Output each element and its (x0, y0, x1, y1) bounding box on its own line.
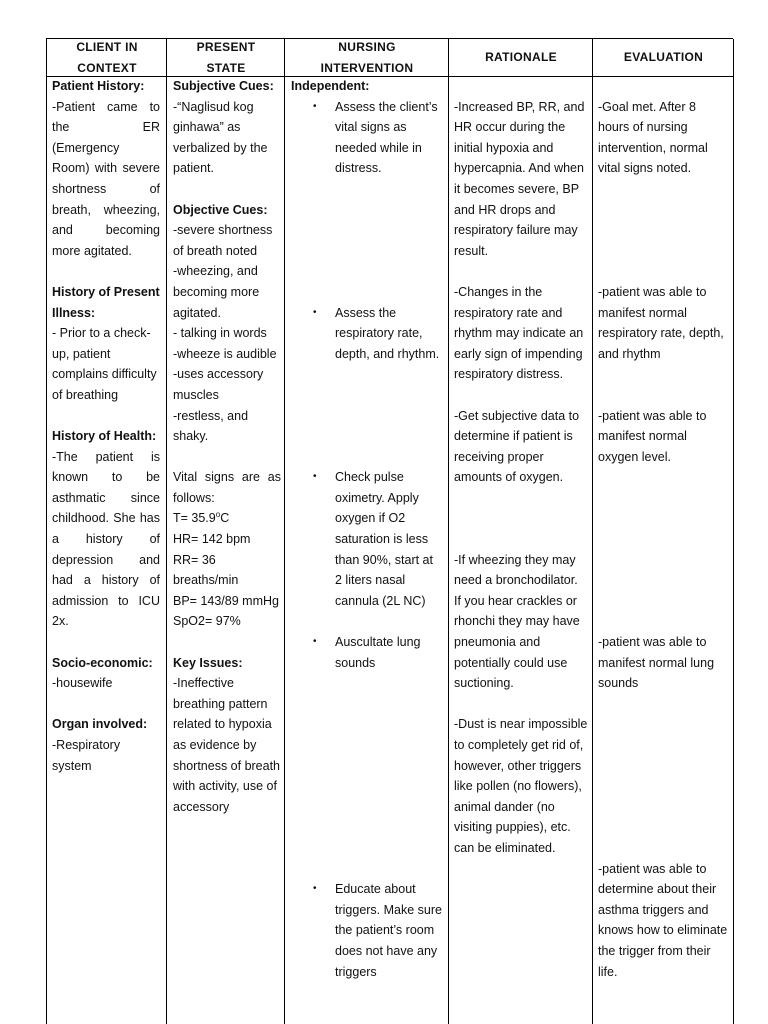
objective-cue: - talking in words (173, 326, 267, 341)
objective-cue: -restless, and shaky. (173, 408, 249, 444)
bullet-icon: • (313, 100, 317, 112)
intervention-item: • Educate about triggers. Make sure the patient’s room does not have any triggers (291, 879, 443, 982)
evaluation-respiratory: -patient was able to manifest normal respiratory rate, depth, and rhythm (598, 284, 724, 361)
rationale-vital-signs: -Increased BP, RR, and HR occur during the initial hypoxia and hypercapnia. And when it becomes severe, BP and HR drops and respiratory failure may result. (454, 99, 585, 258)
objective-cue: -severe shortness of breath noted (173, 223, 273, 258)
rationale-crackles: If you hear crackles or rhonchi they may have pneumonia and potentially could use suctioning. (454, 593, 580, 691)
evaluation-lung-sounds: -patient was able to manifest normal lung sounds (598, 635, 715, 691)
bullet-icon: • (313, 471, 317, 483)
rationale-cell (454, 76, 590, 859)
present-illness-text: - Prior to a check-up, patient complains difficulty of breathing (52, 326, 157, 402)
bullet-icon: • (313, 883, 317, 895)
vital-signs-intro: Vital signs are as follows: (173, 470, 281, 505)
header-client-in-context: CLIENT IN CONTEXT (76, 39, 138, 75)
objective-cue: -uses accessory muscles (173, 367, 264, 402)
intervention-item: • Check pulse oximetry. Apply oxygen if O2 saturation is less than 90%, start at 2 liters nasal cannula (2L NC) (291, 467, 443, 611)
socio-economic-label: Socio-economic: (52, 655, 153, 670)
subjective-cues-text: -“Naglisud kog ginhawa” as verbalized by the patient. (173, 99, 268, 176)
bullet-icon: • (313, 636, 317, 648)
vital-spo2: SpO2= 97% (173, 614, 241, 629)
intervention-item: • Assess the respiratory rate, depth, and rhythm. (291, 303, 443, 365)
client-context-cell (52, 76, 160, 776)
objective-cues-label: Objective Cues: (173, 202, 268, 217)
vital-heart-rate: HR= 142 bpm (173, 532, 251, 547)
rationale-wheezing: -If wheezing they may need a bronchodilator. (454, 552, 578, 588)
header-present-state: PRESENT STATE (196, 39, 256, 75)
evaluation-cell (598, 76, 730, 982)
care-plan-table (46, 38, 733, 1024)
intervention-item: • Assess the client’s vital signs as needed while in distress. (291, 97, 443, 179)
vital-temperature: $T= 35.9^oC$ (173, 510, 230, 526)
patient-history-label: Patient History: (52, 79, 145, 93)
socio-economic-text: -housewife (52, 676, 113, 691)
rationale-triggers: -Dust is near impossible to completely get rid of, however, other triggers like pollen (no flowers), animal dander (no visiting puppies), etc. can be eliminated. (454, 717, 588, 855)
header-evaluation: EVALUATION (623, 50, 704, 64)
bullet-icon: • (313, 306, 317, 318)
patient-history-text: -Patient came to the ER (Emergency Room) with severe shortness of breath, wheezing, and becoming more agitated. (52, 99, 160, 258)
intervention-item: • Auscultate lung sounds (291, 632, 443, 673)
vital-respiratory-rate: RR= 36 breaths/min (173, 552, 239, 588)
key-issues-text: -Ineffective breathing pattern related to hypoxia as evidence by shortness of breath with activity, use of accessory (173, 676, 281, 814)
organ-involved-text: -Respiratory system (52, 738, 121, 773)
evaluation-vital-signs: -Goal met. After 8 hours of nursing intervention, normal vital signs noted. (598, 99, 708, 176)
evaluation-triggers: -patient was able to determine about their asthma triggers and knows how to eliminate the trigger from their life. (598, 861, 728, 979)
rationale-respiratory: -Changes in the respiratory rate and rhythm may indicate an early sign of impending respiratory distress. (454, 284, 584, 382)
header-rationale: RATIONALE (485, 50, 557, 64)
key-issues-label: Key Issues: (173, 655, 243, 670)
health-history-label: History of Health: (52, 429, 157, 444)
evaluation-oxygen: -patient was able to manifest normal oxygen level. (598, 408, 707, 464)
organ-involved-label: Organ involved: (52, 717, 148, 732)
objective-cue: -wheeze is audible (173, 346, 277, 361)
vital-blood-pressure: BP= 143/89 mmHg (173, 593, 279, 608)
present-illness-label: History of Present Illness: (52, 284, 160, 320)
independent-label: Independent: (291, 79, 370, 93)
header-nursing-intervention: NURSING INTERVENTION (320, 39, 414, 75)
nursing-intervention-cell (291, 76, 443, 982)
objective-cue: -wheezing, and becoming more agitated. (173, 264, 260, 320)
subjective-cues-label: Subjective Cues: (173, 79, 274, 93)
present-state-cell (173, 76, 281, 817)
rationale-oxygen: -Get subjective data to determine if patient is receiving proper amounts of oxygen. (454, 408, 580, 485)
health-history-text: -The patient is known to be asthmatic since childhood. She has a history of depression and had a history of admission to ICU 2x. (52, 449, 160, 629)
